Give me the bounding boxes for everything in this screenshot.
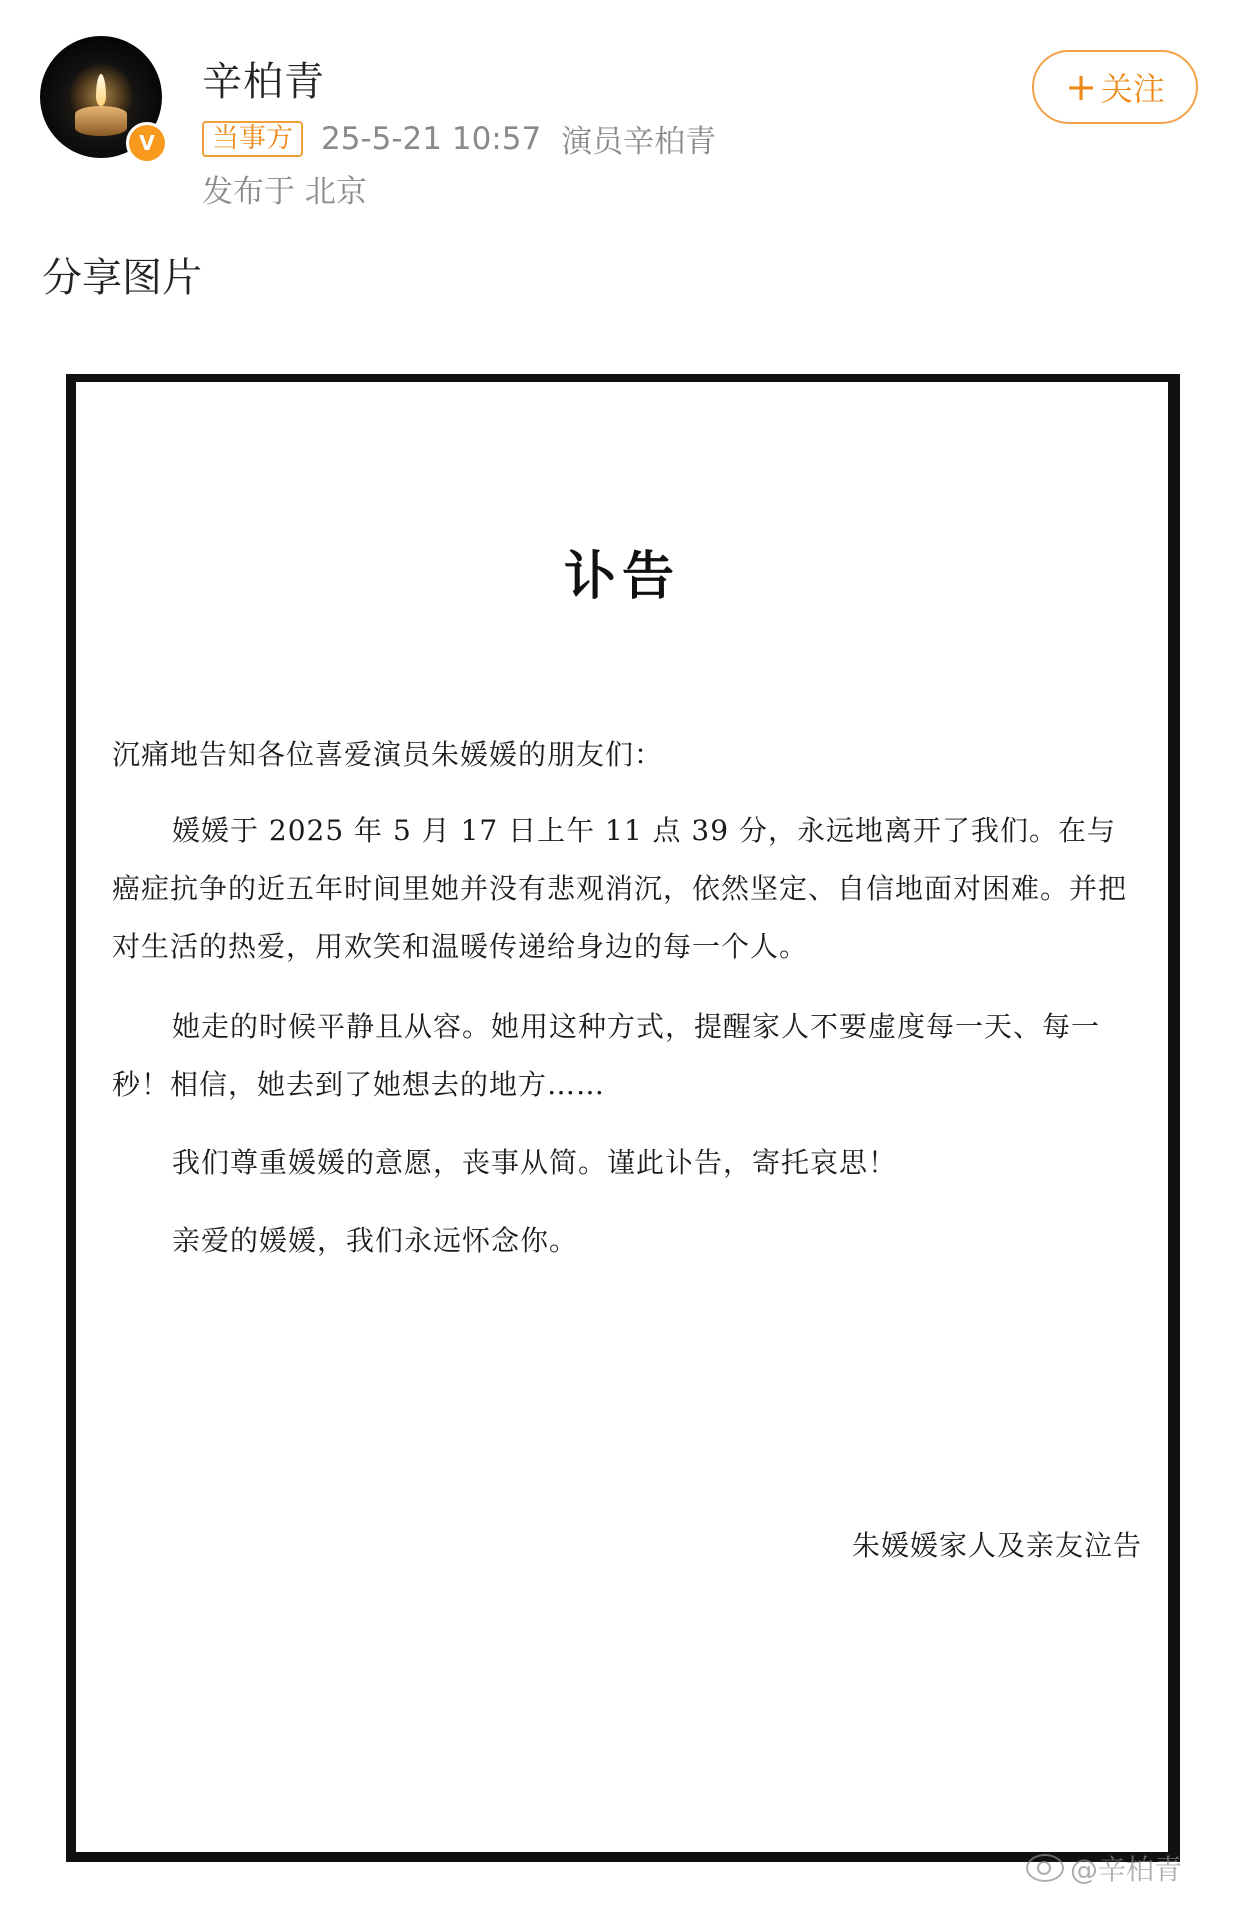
weibo-watermark xyxy=(1026,1848,1182,1888)
notice-paragraph: 媛媛于 2025 年 5 月 17 日上午 11 点 39 分，永远地离开了我们。在与癌症抗争的近五年时间里她并没有悲观消沉，依然坚定、自信地面对困难。并把对生活的热爱，用欢笑和温暖传递给身边的每一个人。 xyxy=(112,814,1128,963)
post-location: 发布于 北京 xyxy=(202,174,367,210)
post-text: 分享图片 xyxy=(42,255,202,301)
notice-image[interactable] xyxy=(66,374,1180,1862)
weibo-icon xyxy=(1026,1854,1064,1882)
post-meta xyxy=(202,116,716,161)
watermark-text: @辛柏青 xyxy=(1070,1853,1183,1886)
candle-icon xyxy=(75,106,127,136)
notice-greeting: 沉痛地告知各位喜爱演员朱媛媛的朋友们： xyxy=(112,738,664,771)
verified-badge-icon: V xyxy=(126,122,168,164)
post-timestamp: 25-5-21 10:57 xyxy=(321,120,542,157)
follow-button[interactable] xyxy=(1032,50,1198,124)
follow-label: 关注 xyxy=(1100,70,1165,108)
post-source[interactable]: 演员辛柏青 xyxy=(561,124,717,160)
notice-paragraph: 她走的时候平静且从容。她用这种方式，提醒家人不要虚度每一天、每一秒！相信，她去到了她想去的地方…… xyxy=(112,1010,1101,1101)
plus-icon: + xyxy=(1065,65,1097,109)
notice-signature: 朱媛媛家人及亲友泣告 xyxy=(851,1529,1142,1562)
notice-paragraph: 我们尊重媛媛的意愿，丧事从简。谨此讣告，寄托哀思！ xyxy=(172,1146,898,1179)
party-tag: 当事方 xyxy=(202,121,303,157)
author-name[interactable]: 辛柏青 xyxy=(202,59,325,105)
notice-paragraph: 亲爱的媛媛，我们永远怀念你。 xyxy=(172,1224,579,1257)
notice-title: 讣告 xyxy=(563,547,680,607)
post-header xyxy=(0,0,1242,230)
